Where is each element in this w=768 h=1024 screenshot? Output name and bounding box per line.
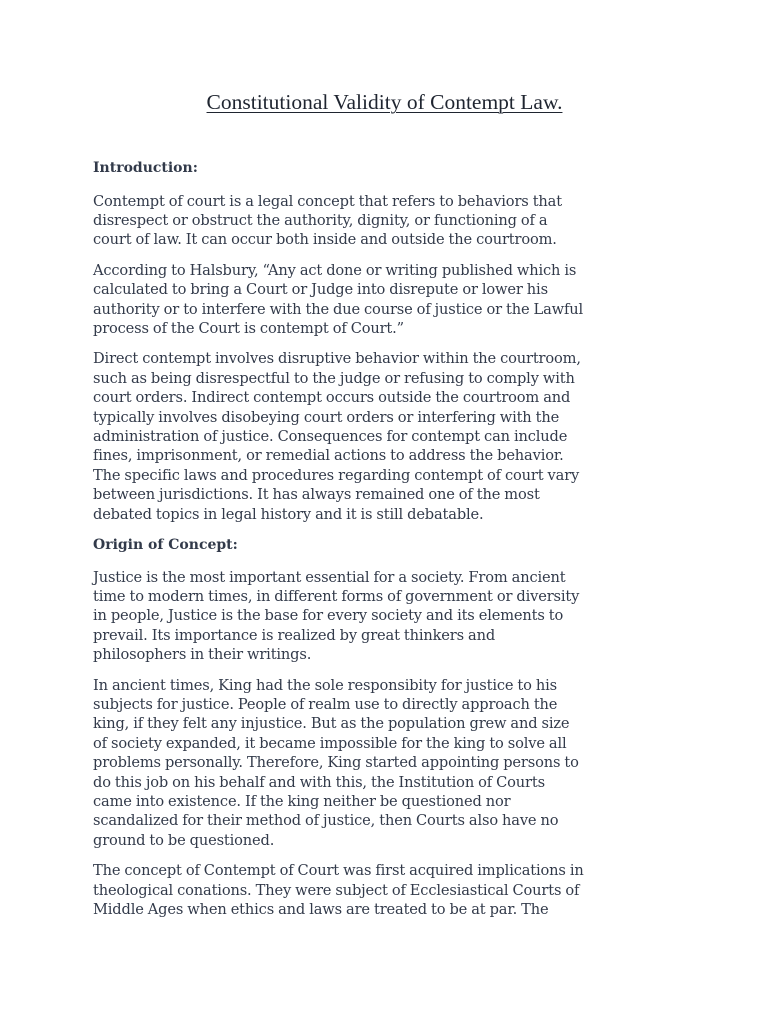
paragraph-origin-justice: Justice is the most important essential for a society. From ancient time to modern times, in different forms of government or diversity in people, Justice is the base for every society and its elements to prevail. Its importance is realized by great thinkers and philosophers in their writings. — [93, 568, 580, 664]
page-title: Constitutional Validity of Contempt Law. — [206, 90, 563, 114]
section-heading-origin: Origin of Concept: — [93, 537, 238, 553]
paragraph-intro-direct-indirect: Direct contempt involves disruptive behavior within the courtroom, such as being disrespectful to the judge or refusing to comply with court orders. Indirect contempt occurs outside the courtroom and typically involves disobeying court orders or interfering with the administration of justice. Consequences for contempt can include fines, imprisonment, or remedial actions to address the behavior. The specific laws and procedures regarding contempt of court vary between jurisdictions. It has always remained one of the most debated topics in legal history and it is still debatable. — [93, 350, 581, 523]
paragraph-origin-king: In ancient times, King had the sole responsibity for justice to his subjects for justice. People of realm use to directly approach the king, if they felt any injustice. But as the population grew and size of society expanded, it became impossible for the king to solve all problems personally. Therefore, King started appointing persons to do this job on his behalf and with this, the Institution of Courts came into existence. If the king neither be questioned nor scandalized for their method of justice, then Courts also have no ground to be questioned. — [93, 676, 579, 849]
paragraph-origin-contempt: The concept of Contempt of Court was first acquired implications in theological conations. They were subject of Ecclesiastical Courts of Middle Ages when ethics and laws are treated to be at par. The — [93, 862, 584, 918]
section-heading-introduction: Introduction: — [93, 160, 198, 176]
paragraph-intro-halsbury: According to Halsbury, “Any act done or writing published which is calculated to bring a Court or Judge into disrepute or lower his authority or to interfere with the due course of justice or the Lawful process of the Court is contempt of Court.” — [93, 261, 583, 337]
paragraph-intro-definition: Contempt of court is a legal concept that refers to behaviors that disrespect or obstruct the authority, dignity, or functioning of a court of law. It can occur both inside and outside the courtroom. — [93, 192, 562, 249]
